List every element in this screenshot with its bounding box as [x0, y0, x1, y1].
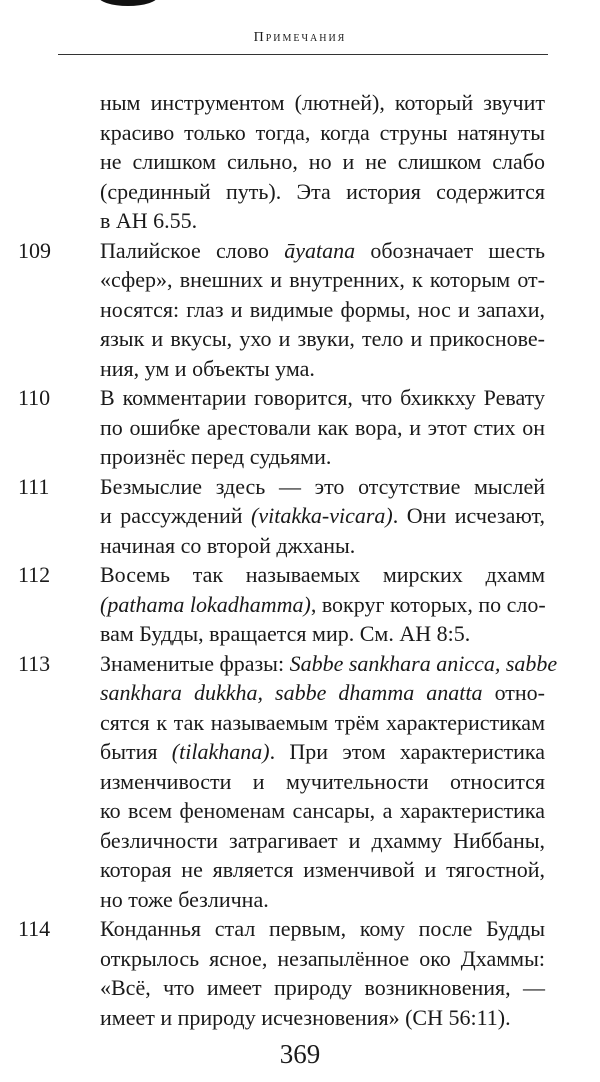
footnote-line [100, 147, 545, 177]
footnote-line [100, 177, 545, 207]
pali-term: (tilakhana) [171, 739, 270, 764]
text-run: ным инструментом (лютней), который звучит [100, 90, 545, 115]
text-run: бытия [100, 739, 172, 764]
footnote [0, 88, 600, 236]
text-run: не слишком сильно, но и не слишком слабо [100, 149, 545, 174]
footnote-line [100, 619, 545, 649]
footnote-line [100, 767, 545, 797]
text-run: . Они исчезают, [392, 503, 545, 528]
text-run: вам Будды, вращается мир. См. АН 8:5. [100, 621, 471, 646]
footnote-line [100, 708, 545, 738]
text-run: которая не является изменчивой и тягостной, [100, 857, 545, 882]
footnote-number: 114 [18, 916, 51, 941]
text-run: Безмыслие здесь — это отсутствие мыслей [100, 473, 545, 499]
footnote [0, 649, 600, 915]
header-rule [58, 54, 548, 55]
text-run: носятся: глаз и видимые формы, нос и запахи, [100, 296, 545, 322]
text-run: начиная со второй джханы. [100, 532, 356, 558]
scan-artifact [98, 0, 158, 6]
footnote-line [100, 678, 545, 708]
footnote-number: 111 [18, 473, 50, 499]
footnote-number: 112 [18, 562, 51, 587]
text-run: отно- [482, 680, 545, 705]
footnote-line [100, 973, 545, 1003]
footnote-line [100, 383, 545, 413]
footnote-line [100, 737, 545, 767]
text-run: по ошибке арестовали как вора, и этот стих он [100, 414, 545, 440]
footnote-line [100, 944, 545, 974]
pali-term: Sabbe sankhara anicca, sabbe [289, 650, 558, 676]
footnote-line [100, 413, 545, 443]
text-run: обозначает шесть [355, 237, 545, 263]
footnote [0, 383, 600, 472]
footnote-number: 113 [18, 650, 51, 676]
footnote [0, 560, 600, 649]
pali-term: sankhara dukkha, sabbe dhamma anatta [100, 680, 483, 705]
text-run: ко всем феноменам сансары, а характеристика [100, 798, 545, 823]
text-run: безличности затрагивает и дхамму Ниббаны, [100, 827, 545, 853]
footnote-line [100, 590, 545, 620]
footnote-line [100, 442, 545, 472]
text-run: Восемь так называемых мирских дхамм [100, 562, 545, 587]
footnote-number: 110 [18, 385, 51, 410]
text-run: красиво только тогда, когда струны натянуты [100, 119, 545, 145]
footnote [0, 236, 600, 384]
text-run: сятся к так называемым трём характеристикам [100, 709, 545, 735]
footnote-line [100, 1003, 545, 1033]
text-run: . При этом характеристика [269, 739, 545, 764]
footnote-line [100, 354, 545, 384]
text-run: открылось ясное, незапылённое око Дхаммы: [100, 945, 545, 971]
text-run: произнёс перед судьями. [100, 444, 332, 469]
page-number: 369 [279, 1039, 321, 1069]
text-run: «Всё, что имеет природу возникновения, — [100, 975, 545, 1000]
footnote-line [100, 531, 545, 561]
pali-term: (pathama lokadhamma) [100, 591, 311, 617]
text-run: язык и вкусы, ухо и звуки, тело и прикоснове- [100, 326, 545, 351]
footnote-line [100, 885, 545, 915]
text-run: изменчивости и мучительности относится [100, 768, 545, 794]
text-run: Конданнья стал первым, кому после Будды [100, 916, 545, 941]
footnote-line [100, 914, 545, 944]
footnote-line [100, 236, 545, 266]
footnote-line [100, 855, 545, 885]
text-run: «сфер», внешних и внутренних, к которым от- [100, 267, 545, 292]
footnote-line [100, 295, 545, 325]
text-run: Палийское слово [100, 237, 285, 263]
pali-term: (vitakka-vicara) [251, 503, 393, 528]
footnote-number: 109 [18, 237, 51, 263]
footnote [0, 472, 600, 561]
notes-list [0, 88, 600, 1032]
text-run: В комментарии говорится, что бхиккху Ревату [100, 385, 545, 410]
text-run: Знаменитые фразы: [100, 650, 290, 676]
footnote-line [100, 796, 545, 826]
footnote-line [100, 206, 545, 236]
footnote-line [100, 501, 545, 531]
footnote-line [100, 560, 545, 590]
text-run: , вокруг которых, по сло- [310, 591, 546, 617]
footnote-line [100, 649, 558, 679]
text-run: имеет и природу исчезновения» (СН 56:11). [100, 1004, 511, 1030]
text-run: и рассуждений [100, 503, 252, 528]
text-run: но тоже безлична. [100, 886, 269, 912]
pali-term: āyatana [284, 237, 356, 263]
footnote-line [100, 88, 545, 118]
footnote-line [100, 324, 545, 354]
footnote-line [100, 826, 545, 856]
text-run: в АН 6.55. [100, 208, 198, 233]
text-run: (срединный путь). Эта история содержится [100, 178, 545, 204]
footnote [0, 914, 600, 1032]
footnote-line [100, 472, 545, 502]
footnote-line [100, 265, 545, 295]
text-run: ния, ум и объекты ума. [100, 355, 315, 381]
footnote-line [100, 118, 545, 148]
running-head: Примечания [253, 30, 347, 45]
